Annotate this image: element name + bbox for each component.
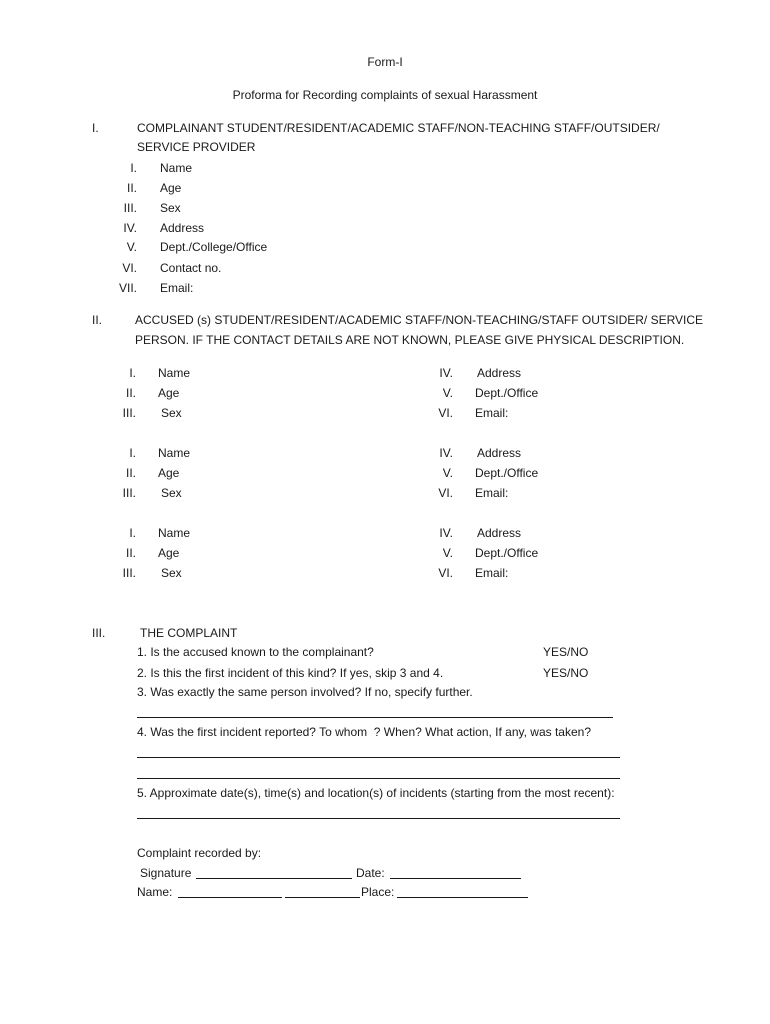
accused-email-label: Email: bbox=[475, 406, 509, 420]
complainant-sex-label: Sex bbox=[160, 201, 181, 215]
name-label: Name: bbox=[137, 885, 173, 899]
question-5: 5. Approximate date(s), time(s) and location(s) of incidents (starting from the most recent): bbox=[137, 786, 615, 800]
accused-address-label: Address bbox=[477, 526, 522, 540]
question-2-answer[interactable]: YES/NO bbox=[543, 666, 589, 680]
accused-item-num: I. bbox=[129, 526, 136, 540]
accused-item-num: I. bbox=[129, 446, 136, 460]
accused-item-num: IV. bbox=[439, 446, 453, 460]
accused-item-num: V. bbox=[442, 546, 453, 560]
question-1-answer[interactable]: YES/NO bbox=[543, 645, 589, 659]
accused-dept-label: Dept./Office bbox=[475, 546, 539, 560]
signature-field[interactable] bbox=[196, 878, 352, 879]
section-2-heading-line2: PERSON. IF THE CONTACT DETAILS ARE NOT KNOWN, PLEASE GIVE PHYSICAL DESCRIPTION. bbox=[135, 333, 685, 347]
accused-address-label: Address bbox=[477, 446, 522, 460]
complainant-address-label: Address bbox=[160, 221, 205, 235]
accused-dept-label: Dept./Office bbox=[475, 466, 539, 480]
place-field[interactable] bbox=[397, 897, 528, 898]
accused-age-label: Age bbox=[158, 466, 180, 480]
accused-item-num: III. bbox=[122, 486, 136, 500]
accused-dept-label: Dept./Office bbox=[475, 386, 539, 400]
accused-item-num: IV. bbox=[439, 366, 453, 380]
section-1-numeral: I. bbox=[92, 121, 99, 135]
question-4: 4. Was the first incident reported? To whom ? When? What action, If any, was taken? bbox=[137, 725, 592, 739]
name-field[interactable] bbox=[178, 897, 282, 898]
accused-item-num: VI. bbox=[438, 486, 453, 500]
accused-item-num: IV. bbox=[439, 526, 453, 540]
section-3-numeral: III. bbox=[92, 626, 106, 640]
section-3-heading: THE COMPLAINT bbox=[140, 626, 238, 640]
complainant-item-num: I. bbox=[130, 161, 137, 175]
complainant-item-num: III. bbox=[123, 201, 137, 215]
accused-sex-label: Sex bbox=[161, 566, 182, 580]
question-5-answer-line[interactable] bbox=[137, 818, 620, 819]
accused-address-label: Address bbox=[477, 366, 522, 380]
accused-sex-label: Sex bbox=[161, 406, 182, 420]
accused-item-num: I. bbox=[129, 366, 136, 380]
form-title: Form-I bbox=[367, 55, 403, 69]
question-4-answer-line[interactable] bbox=[137, 778, 620, 779]
accused-email-label: Email: bbox=[475, 566, 509, 580]
question-2: 2. Is this the first incident of this kind? If yes, skip 3 and 4. bbox=[137, 666, 444, 680]
accused-item-num: V. bbox=[442, 386, 453, 400]
complainant-item-num: VII. bbox=[118, 281, 137, 295]
date-label: Date: bbox=[356, 866, 385, 880]
complainant-age-label: Age bbox=[160, 181, 182, 195]
name-field-continued[interactable] bbox=[285, 897, 360, 898]
accused-name-label: Name bbox=[158, 446, 191, 460]
complainant-contact-label: Contact no. bbox=[160, 261, 222, 275]
accused-name-label: Name bbox=[158, 526, 191, 540]
accused-age-label: Age bbox=[158, 386, 180, 400]
accused-item-num: II. bbox=[125, 386, 136, 400]
accused-name-label: Name bbox=[158, 366, 191, 380]
accused-sex-label: Sex bbox=[161, 486, 182, 500]
question-3: 3. Was exactly the same person involved? If no, specify further. bbox=[137, 685, 473, 699]
question-4-answer-line[interactable] bbox=[137, 757, 620, 758]
complainant-item-num: V. bbox=[126, 240, 137, 254]
question-1: 1. Is the accused known to the complainant? bbox=[137, 645, 374, 659]
accused-item-num: III. bbox=[122, 566, 136, 580]
accused-age-label: Age bbox=[158, 546, 180, 560]
accused-email-label: Email: bbox=[475, 486, 509, 500]
signature-label: Signature bbox=[140, 866, 192, 880]
accused-item-num: II. bbox=[125, 546, 136, 560]
accused-item-num: VI. bbox=[438, 566, 453, 580]
section-2-heading-line1: ACCUSED (s) STUDENT/RESIDENT/ACADEMIC STAFF/NON-TEACHING/STAFF OUTSIDER/ SERVICE bbox=[135, 313, 704, 327]
accused-item-num: III. bbox=[122, 406, 136, 420]
complainant-item-num: IV. bbox=[123, 221, 137, 235]
complainant-name-label: Name bbox=[160, 161, 193, 175]
place-label: Place: bbox=[361, 885, 395, 899]
date-field[interactable] bbox=[390, 878, 521, 879]
form-subtitle: Proforma for Recording complaints of sexual Harassment bbox=[232, 88, 538, 102]
question-3-answer-line[interactable] bbox=[137, 717, 613, 718]
accused-item-num: II. bbox=[125, 466, 136, 480]
accused-item-num: V. bbox=[442, 466, 453, 480]
section-1-heading-line1: COMPLAINANT STUDENT/RESIDENT/ACADEMIC STAFF/NON-TEACHING STAFF/OUTSIDER/ bbox=[137, 121, 660, 135]
complainant-email-label: Email: bbox=[160, 281, 194, 295]
complainant-item-num: VI. bbox=[122, 261, 137, 275]
section-1-heading-line2: SERVICE PROVIDER bbox=[137, 140, 256, 154]
complainant-item-num: II. bbox=[126, 181, 137, 195]
complainant-dept-label: Dept./College/Office bbox=[160, 240, 268, 254]
section-2-numeral: II. bbox=[92, 313, 103, 327]
accused-item-num: VI. bbox=[438, 406, 453, 420]
recorded-by-heading: Complaint recorded by: bbox=[137, 846, 262, 860]
